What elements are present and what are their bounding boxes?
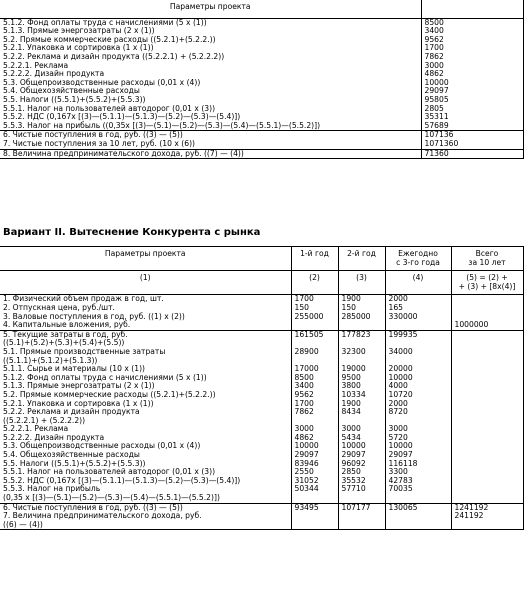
table2-header-y3-line2: с 3-го года [396, 257, 440, 267]
table2-row-label: 5.1.1. Сырье и материалы (10 х (1)) [3, 364, 145, 374]
table1-row-value: 3400 [424, 26, 444, 36]
table1-row-label: 5.1.3. Прямые энергозатраты (2 х (1)) [3, 26, 155, 36]
table2-value-y1: 28900 [294, 346, 319, 356]
table2-value-y1: 50344 [294, 484, 319, 494]
table-variant-1-tail [0, 0, 524, 159]
table2-value-y2: 2850 [341, 467, 361, 477]
table1-row-label: 5.2.1. Упаковка и сортировка (1 х (1)) [3, 43, 154, 53]
table2-value-y3 [389, 321, 451, 330]
table2-value-y1: 161505 [294, 330, 324, 339]
table1-row-label: 5.2.2.2. Дизайн продукта [3, 69, 105, 79]
table2-row-label: 1. Физический объем продаж в год, шт. [3, 294, 164, 304]
table2-colnum-3: (3) [338, 271, 385, 295]
table2-row-label: (0,35 х [(3)—(5.1)—(5.2)—(5.3)—(5.4)—(5.5.1)—(5.5.2)]) [3, 493, 220, 503]
table2-value-y3: 116118 [388, 458, 418, 468]
table2-value-y3: 42783 [388, 475, 413, 485]
table1-row-value: 29097 [424, 86, 449, 96]
table1-row-value: 35311 [424, 112, 449, 122]
table1-row-label: 5.2. Прямые коммерческие расходы ((5.2.1)+(5.2.2.)) [3, 34, 216, 44]
table2-value-total [455, 295, 523, 304]
table1-row-value: 9562 [424, 34, 444, 44]
table2-value-y2: 32300 [341, 346, 366, 356]
table1-row-value: 8500 [424, 18, 444, 27]
table1-row-label: 6. Чистые поступления в год, руб. ((3) — (5)) [3, 130, 183, 140]
table2-row-label: ((5.1)+(5.2)+(5.3)+(5.4)+(5.5)) [3, 338, 125, 348]
table2-value-y3 [389, 494, 451, 503]
table2-row-label: 5.5. Налоги ((5.5.1)+(5.5.2)+(5.5.3)) [3, 458, 146, 468]
table2-value-y3: 330000 [388, 311, 418, 321]
table2-block2-labels [0, 330, 291, 503]
table2-value-y3: 10000 [388, 372, 413, 382]
table2-value-y1: 3400 [294, 381, 314, 391]
table1-block1 [0, 18, 523, 131]
table2-value-total: 241192 [454, 511, 484, 521]
table1-block2-values [421, 131, 523, 149]
table2-value-y1: 29097 [294, 450, 319, 460]
table2-value-y2: 1900 [341, 398, 361, 408]
table2-row-label: 3. Валовые поступления в год, руб. ((1) х (2)) [3, 311, 185, 321]
table2-value-y1 [295, 494, 338, 503]
table1-row-value: 4862 [424, 69, 444, 79]
table2-block3-y3 [385, 503, 451, 530]
table2-value-y3: 10000 [388, 441, 413, 451]
table2-value-y2: 96092 [341, 458, 366, 468]
table1-row-value: 3000 [424, 60, 444, 70]
table2-value-y2: 5434 [341, 432, 361, 442]
table1-block3-labels [0, 149, 421, 159]
table1-row-value: 1071360 [424, 138, 459, 148]
table1-row-label: 5.3. Общепроизводственные расходы (0,01 х (4)) [3, 77, 201, 87]
table1-row-value: 71360 [424, 149, 449, 158]
table2-value-y1: 255000 [294, 311, 324, 321]
variant-2-title: Вариант II. Вытеснение Конкурента с рынка [3, 227, 261, 238]
table2-value-y3: 29097 [388, 450, 413, 460]
table1-row-label: 5.5.1. Налог на пользователей автодорог (0,01 х (3)) [3, 103, 216, 113]
table2-block1-y3 [385, 295, 451, 330]
table2-row-label: 5.1. Прямые производственные затраты [3, 346, 166, 356]
table1-row-value: 57689 [424, 120, 449, 130]
table2-value-y3: 34000 [388, 346, 413, 356]
table1-block1-labels [0, 18, 421, 131]
table2-value-y2: 10000 [341, 441, 366, 451]
table2-value-y2: 107177 [341, 503, 371, 512]
table2-header-y1: 1-й год [291, 247, 338, 271]
table1-header-value [421, 0, 523, 18]
table2-row-label: 7. Величина предпринимательского дохода, руб. [3, 511, 202, 521]
table2-value-y3: 3300 [388, 467, 408, 477]
table2-block3-y1 [291, 503, 338, 530]
table2-value-y1: 31052 [294, 475, 319, 485]
table1-row-label: 5.5.3. Налог на прибыль ((0,35х [(3)—(5.1)—(5.2)—(5.3)—(5.4)—(5.5.1)—(5.5.2)]) [3, 120, 321, 130]
table2-colnum-5-line1: (5) = (2) + [466, 273, 508, 283]
table2-value-y1 [295, 512, 338, 521]
table2-row-label: 5.2.1. Упаковка и сортировка (1 х (1)) [3, 398, 154, 408]
table1-header-params: Параметры проекта [0, 0, 421, 18]
table2-value-total [455, 521, 523, 530]
table2-value-y1 [295, 521, 338, 530]
table2-row-label: 2. Отпускная цена, руб./шт. [3, 302, 115, 312]
table2-value-y3: 2000 [388, 398, 408, 408]
table-variant-2 [0, 246, 524, 530]
table1-row-label: 5.4. Общехозяйственные расходы [3, 86, 140, 96]
table2-value-y2: 35532 [341, 475, 366, 485]
table2-header-total-line1: Всего [475, 249, 499, 258]
table2-value-y1 [295, 321, 338, 330]
table2-row-label: ((5.1.1)+(5.1.2)+(5.1.3)) [3, 355, 98, 365]
table2-block1-total [451, 295, 523, 330]
table1-row-label: 5.5.2. НДС (0,167х [(3)—(5.1.1)—(5.1.3)—(5.2)—(5.3)—(5.4)]) [3, 112, 241, 122]
table2-value-y2: 150 [341, 302, 356, 312]
table2-block1-y1 [291, 295, 338, 330]
table2-row-label: 6. Чистые поступления в год, руб. ((3) — (5)) [3, 503, 183, 512]
table2-block1-y2 [338, 295, 385, 330]
table2-block1 [0, 295, 523, 330]
table2-row-label: 4. Капитальные вложения, руб. [3, 320, 131, 330]
table1-row-label: 5.5. Налоги ((5.5.1)+(5.5.2)+(5.5.3)) [3, 94, 146, 104]
table2-block2-y3 [385, 330, 451, 503]
table1-block2-labels [0, 131, 421, 149]
table2-value-y2: 19000 [341, 364, 366, 374]
table1-row-value: 7862 [424, 51, 444, 61]
table2-value-y2 [342, 494, 385, 503]
table2-value-y2 [342, 521, 385, 530]
table2-row-label: 5.2.2.1. Реклама [3, 424, 69, 434]
table2-value-y3: 20000 [388, 364, 413, 374]
table2-value-y3 [389, 521, 451, 530]
table2-value-y1: 17000 [294, 364, 319, 374]
table2-value-total: 1000000 [454, 320, 489, 330]
table2-value-y1: 2550 [294, 467, 314, 477]
table2-row-label: 5. Текущие затраты в год, руб. [3, 330, 128, 339]
table1-header-row [0, 0, 523, 18]
table2-row-label: 5.5.3. Налог на прибыль [3, 484, 101, 494]
table2-value-y1: 83946 [294, 458, 319, 468]
table2-value-y3: 4000 [388, 381, 408, 391]
table2-header-params: Параметры проекта [0, 247, 291, 271]
table2-value-y2: 10334 [341, 389, 366, 399]
table2-value-y1: 7862 [294, 407, 314, 417]
table2-value-y1: 4862 [294, 432, 314, 442]
table2-header-row [0, 247, 523, 271]
table2-value-y1: 93495 [294, 503, 319, 512]
table2-value-y3: 3000 [388, 424, 408, 434]
table2-colnum-5-line2: + (3) + [8х(4)] [458, 281, 516, 291]
table2-value-y2: 9500 [341, 372, 361, 382]
table2-value-y1: 1700 [294, 294, 314, 304]
table2-block3-labels [0, 503, 291, 530]
table2-block2-y2 [338, 330, 385, 503]
table2-value-total: 1241192 [454, 503, 489, 512]
table2-value-y1: 1700 [294, 398, 314, 408]
table1-row-label: 7. Чистые поступления за 10 лет, руб. (10 х (6)) [3, 138, 196, 148]
table2-row-label: 5.4. Общехозяйственные расходы [3, 450, 140, 460]
table1-block3 [0, 149, 523, 159]
table2-header-total-line2: за 10 лет [468, 257, 506, 267]
table1-row-label: 5.1.2. Фонд оплаты труда с начислениями (5 х (1)) [3, 18, 207, 27]
table2-value-y3: 2000 [388, 294, 408, 304]
table2-colnum-4: (4) [385, 271, 451, 295]
table2-colnum-2: (2) [291, 271, 338, 295]
table2-value-total [455, 304, 523, 313]
table2-value-y2 [342, 321, 385, 330]
table2-value-y2: 1900 [341, 294, 361, 304]
table2-value-y1: 8500 [294, 372, 314, 382]
table2-value-y1: 10000 [294, 441, 319, 451]
table1-block2 [0, 131, 523, 149]
table2-row-label: 5.1.2. Фонд оплаты труда с начислениями (5 х (1)) [3, 372, 207, 382]
table2-block3 [0, 503, 523, 530]
table2-value-y3: 130065 [388, 503, 418, 512]
table2-value-y3: 8720 [388, 407, 408, 417]
table2-header-y3 [385, 247, 451, 271]
table2-row-label: 5.1.3. Прямые энергозатраты (2 х (1)) [3, 381, 155, 391]
table2-value-y3: 199935 [388, 330, 418, 339]
table1-row-label: 5.2.2.1. Реклама [3, 60, 69, 70]
table2-value-y2: 177823 [341, 330, 371, 339]
table2-block2 [0, 330, 523, 503]
table2-value-y3 [389, 512, 451, 521]
table2-value-y3: 5720 [388, 432, 408, 442]
table2-block2-total [451, 330, 523, 503]
table2-value-y2: 8434 [341, 407, 361, 417]
table2-block1-labels [0, 295, 291, 330]
table1-row-value: 1700 [424, 43, 444, 53]
table2-value-y3: 165 [388, 302, 403, 312]
table1-row-label: 8. Величина предпринимательского дохода, руб. ((7) — (4)) [3, 149, 244, 158]
table2-row-label: 5.5.1. Налог на пользователей автодорог (0,01 х (3)) [3, 467, 216, 477]
table2-value-y2: 285000 [341, 311, 371, 321]
table2-row-label: 5.2. Прямые коммерческие расходы ((5.2.1)+(5.2.2.)) [3, 389, 216, 399]
table2-value-y3: 10720 [388, 389, 413, 399]
table2-block3-y2 [338, 503, 385, 530]
table2-row-label: 5.2.2. Реклама и дизайн продукта [3, 407, 140, 417]
table1-row-value: 107136 [424, 130, 454, 140]
table2-value-y2 [342, 512, 385, 521]
table2-value-y2: 3000 [341, 424, 361, 434]
table2-value-y1: 9562 [294, 389, 314, 399]
table2-value-y1: 3000 [294, 424, 314, 434]
table1-row-value: 2805 [424, 103, 444, 113]
table2-colnum-5 [451, 271, 523, 295]
table2-row-label: 5.3. Общепроизводственные расходы (0,01 х (4)) [3, 441, 201, 451]
table2-value-y2: 3800 [341, 381, 361, 391]
table2-block3-total [451, 503, 523, 530]
table2-value-y1: 150 [294, 302, 309, 312]
table2-block2-y1 [291, 330, 338, 503]
table1-block3-values [421, 149, 523, 159]
table1-block1-values [421, 18, 523, 131]
table2-row-label: 5.2.2.2. Дизайн продукта [3, 432, 105, 442]
table2-header-y2: 2-й год [338, 247, 385, 271]
table2-header-total [451, 247, 523, 271]
table1-row-value: 10000 [424, 77, 449, 87]
table2-row-label: 5.5.2. НДС (0,167х [(3)—(5.1.1)—(5.1.3)—(5.2)—(5.3)—(5.4)]) [3, 475, 241, 485]
table2-value-y2: 29097 [341, 450, 366, 460]
table2-colnum-row [0, 271, 523, 295]
table2-value-y3: 70035 [388, 484, 413, 494]
table2-header-y3-line1: Ежегодно [398, 249, 438, 258]
table1-row-value: 95805 [424, 94, 449, 104]
table2-row-label: ((5.2.2.1) + (5.2.2.2)) [3, 415, 86, 425]
table2-row-label: ((6) — (4)) [3, 519, 43, 529]
table2-value-y2: 57710 [341, 484, 366, 494]
table1-row-label: 5.2.2. Реклама и дизайн продукта ((5.2.2.1) + (5.2.2.2)) [3, 51, 225, 61]
table2-colnum-1: (1) [0, 271, 291, 295]
